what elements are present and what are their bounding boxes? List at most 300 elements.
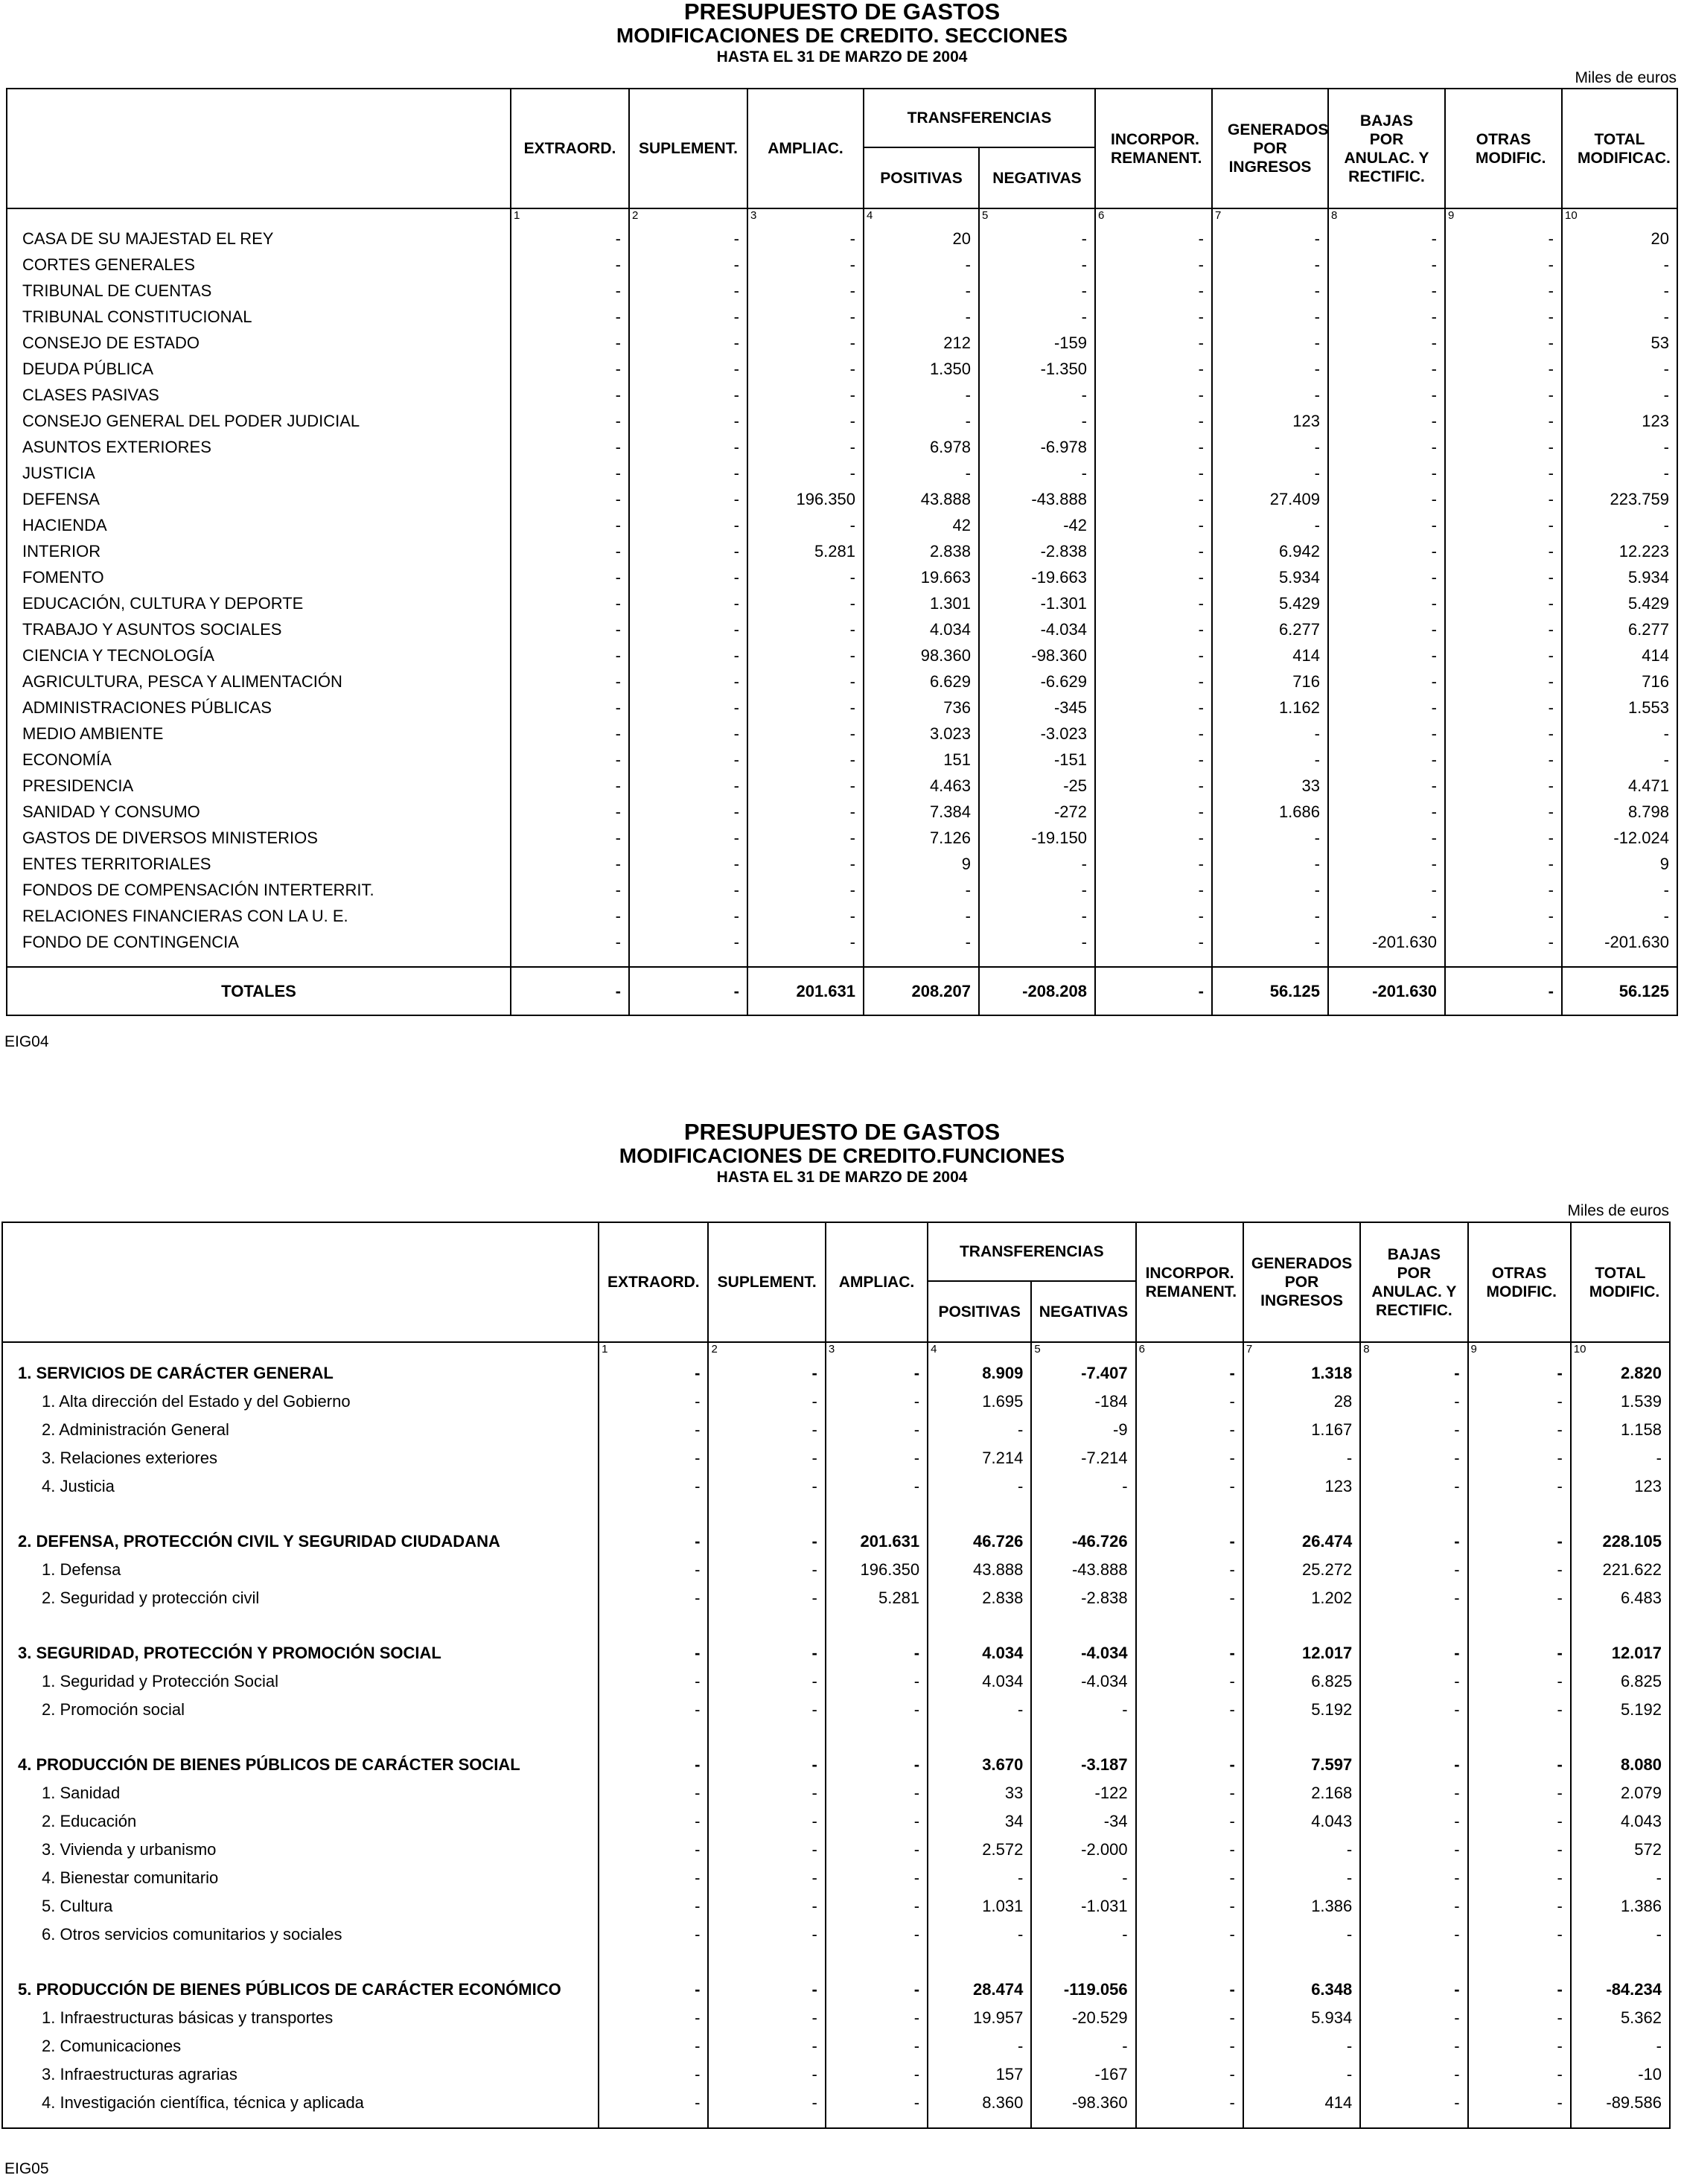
row-value: 42 [864,512,979,538]
row-value: - [747,278,864,304]
row-value: - [1328,851,1445,877]
s2-h-otras: OTRAS MODIFIC. [1468,1223,1571,1342]
row-value: - [1031,1472,1135,1501]
row-value: 736 [864,695,979,721]
row-value: 46.726 [928,1527,1031,1556]
row-value: - [1136,1359,1243,1388]
spacer-cell [1031,1501,1135,1527]
row-label: 2. Promoción social [42,1700,185,1719]
row-value: -3.187 [1031,1751,1135,1779]
row-label: FONDO DE CONTINGENCIA [22,932,239,951]
row-value: - [864,929,979,955]
row-value: 1.350 [864,356,979,382]
row-value: - [1445,616,1562,642]
row-value: - [1562,252,1677,278]
spacer-cell [3,1949,599,1976]
row-value: 2.838 [928,1584,1031,1612]
row-label: MEDIO AMBIENTE [22,724,164,743]
row-value: - [826,1444,928,1472]
row-value: - [1445,460,1562,486]
row-label: 5. PRODUCCIÓN DE BIENES PÚBLICOS DE CARÁCTER ECONÓMICO [18,1980,561,1999]
row-value: -201.630 [1328,967,1445,1015]
row-label: 4. Bienestar comunitario [42,1868,219,1887]
row-value: - [1328,486,1445,512]
row-value: - [599,1696,708,1724]
row-value: - [1445,590,1562,616]
table-row [7,382,1677,408]
row-value: - [708,1696,825,1724]
row-value: 1.539 [1571,1388,1669,1416]
row-value: 201.631 [826,1527,928,1556]
row-value: 20 [864,226,979,252]
row-value: - [1136,1892,1243,1920]
spacer-cell [1136,2117,1243,2127]
spacer-cell [1031,1612,1135,1639]
row-value: - [1562,356,1677,382]
spacer-cell [1468,1949,1571,1976]
spacer-cell [826,1501,928,1527]
table-row [7,408,1677,434]
spacer-cell [599,1612,708,1639]
row-value: - [599,1976,708,2004]
table-row [7,773,1677,799]
row-value: 6.483 [1571,1584,1669,1612]
row-value: - [1095,903,1212,929]
column-number: 2 [629,208,747,226]
row-value: - [1095,304,1212,330]
column-number: 8 [1328,208,1445,226]
spacer-cell [1360,1724,1467,1751]
row-value: - [1468,1696,1571,1724]
row-label: ECONOMÍA [22,750,112,769]
row-value: -122 [1031,1779,1135,1807]
row-value: - [511,278,629,304]
row-value: - [979,460,1095,486]
row-value: - [629,408,747,434]
row-value: - [826,2032,928,2060]
row-value: - [708,2032,825,2060]
row-value: -12.024 [1562,825,1677,851]
row-value: 201.631 [747,967,864,1015]
row-value: - [1136,2089,1243,2117]
row-value: - [511,330,629,356]
row-value: - [1360,1359,1467,1388]
column-number: 1 [511,208,629,226]
row-value: - [864,460,979,486]
s1-h-bajas: BAJAS POR ANULAC. Y RECTIFIC. [1328,89,1445,208]
spacer-cell [1243,1949,1360,1976]
table-row [7,929,1677,955]
row-value: -345 [979,695,1095,721]
row-value: - [629,512,747,538]
item-row [3,1836,1669,1864]
row-value: -10 [1571,2060,1669,2089]
row-label: ENTES TERRITORIALES [22,854,211,873]
row-value: - [1562,460,1677,486]
row-value: -9 [1031,1416,1135,1444]
row-label: 6. Otros servicios comunitarios y sociales [42,1925,342,1944]
row-value: - [747,903,864,929]
column-number: 8 [1360,1342,1467,1359]
row-value: - [826,1836,928,1864]
row-value: 8.909 [928,1359,1031,1388]
row-value: - [1031,1920,1135,1949]
row-value: - [708,1556,825,1584]
row-value: - [1360,1892,1467,1920]
row-value: -4.034 [979,616,1095,642]
table-row [7,486,1677,512]
row-value: - [864,877,979,903]
spacer-cell [1571,1501,1669,1527]
row-value: - [1328,252,1445,278]
column-number: 7 [1212,208,1328,226]
table-row [7,668,1677,695]
row-value: - [1445,382,1562,408]
table-row [7,877,1677,903]
row-value: - [511,825,629,851]
row-value: - [1468,1639,1571,1667]
row-value: - [826,1696,928,1724]
row-value: - [1136,1416,1243,1444]
row-value: - [599,1444,708,1472]
row-value: - [708,1892,825,1920]
row-value: - [1095,278,1212,304]
row-value: - [629,590,747,616]
row-value: - [1445,967,1562,1015]
row-value: 2.572 [928,1836,1031,1864]
row-value: - [1445,825,1562,851]
spacer-cell [599,1501,708,1527]
row-value: - [1212,721,1328,747]
section2-units: Miles de euros [1567,1202,1669,1219]
row-value: - [1445,851,1562,877]
row-value: - [1031,2032,1135,2060]
spacer-cell [826,1612,928,1639]
row-value: - [1360,1584,1467,1612]
row-value: - [1468,1779,1571,1807]
row-value: 4.034 [928,1639,1031,1667]
row-value: - [1468,2032,1571,2060]
row-value: - [979,903,1095,929]
row-value: - [1328,721,1445,747]
row-value: 123 [1243,1472,1360,1501]
section2-date: HASTA EL 31 DE MARZO DE 2004 [716,1169,968,1186]
row-value: - [1212,226,1328,252]
row-value: -151 [979,747,1095,773]
row-value: - [1445,773,1562,799]
row-label: HACIENDA [22,515,107,534]
row-value: - [1136,1696,1243,1724]
item-row [3,1584,1669,1612]
row-value: 1.202 [1243,1584,1360,1612]
row-value: - [826,1751,928,1779]
column-number: 1 [599,1342,708,1359]
row-label: 2. Comunicaciones [42,2037,182,2055]
row-value: - [599,1807,708,1836]
row-value: 4.471 [1562,773,1677,799]
table-row [7,590,1677,616]
row-value: - [1562,877,1677,903]
row-label: 2. DEFENSA, PROTECCIÓN CIVIL Y SEGURIDAD CIUDADANA [18,1532,500,1551]
row-value: - [629,929,747,955]
row-value: -42 [979,512,1095,538]
section1-date: HASTA EL 31 DE MARZO DE 2004 [716,48,968,66]
spacer-cell [1031,1949,1135,1976]
row-value: - [826,1639,928,1667]
row-value: - [1445,877,1562,903]
row-value: - [511,486,629,512]
column-number: 4 [928,1342,1031,1359]
row-value: - [599,2089,708,2117]
row-value: - [1328,668,1445,695]
row-value: - [599,1836,708,1864]
s2-h-negativas: NEGATIVAS [1031,1281,1135,1342]
row-value: - [708,2060,825,2089]
section1-title-block [0,0,1684,67]
row-value: -98.360 [1031,2089,1135,2117]
row-value: - [1360,1667,1467,1696]
row-value: - [629,721,747,747]
row-value: 20 [1562,226,1677,252]
row-value: - [1136,1639,1243,1667]
item-row [3,1444,1669,1472]
row-value: - [747,721,864,747]
row-value: - [1562,747,1677,773]
row-value: - [511,226,629,252]
row-value: - [864,304,979,330]
row-value: - [1212,929,1328,955]
row-value: - [1445,747,1562,773]
row-value: - [511,668,629,695]
row-value: - [629,877,747,903]
row-value: - [1445,434,1562,460]
row-value: 4.463 [864,773,979,799]
table-row [7,252,1677,278]
spacer-cell [708,1612,825,1639]
row-value: - [599,1667,708,1696]
row-value: - [511,747,629,773]
row-value: -159 [979,330,1095,356]
row-value: - [599,1639,708,1667]
row-value: - [511,877,629,903]
row-value: -4.034 [1031,1667,1135,1696]
row-value: - [1360,1696,1467,1724]
row-value: 2.168 [1243,1779,1360,1807]
row-label: 1. Alta dirección del Estado y del Gobierno [42,1392,351,1411]
row-value: - [629,226,747,252]
row-value: - [1328,773,1445,799]
row-value: - [747,330,864,356]
row-value: -43.888 [979,486,1095,512]
spacer-cell [1360,2117,1467,2127]
row-value: 5.934 [1562,564,1677,590]
row-value: - [1212,356,1328,382]
row-value: - [1445,538,1562,564]
row-value: - [1562,382,1677,408]
row-value: - [599,1472,708,1501]
row-value: - [1095,799,1212,825]
row-value: - [826,1892,928,1920]
row-value: - [708,2004,825,2032]
row-value: - [1136,2004,1243,2032]
row-value: - [708,1416,825,1444]
row-value: - [826,1779,928,1807]
row-value: - [511,512,629,538]
row-value: - [599,1864,708,1892]
row-value: 56.125 [1212,967,1328,1015]
row-value: - [1212,330,1328,356]
row-value: -2.000 [1031,1836,1135,1864]
row-value: 4.034 [928,1667,1031,1696]
spacer-cell [826,2117,928,2127]
table-row [7,695,1677,721]
row-value: 19.663 [864,564,979,590]
spacer-cell [1243,1724,1360,1751]
row-value: - [1243,1836,1360,1864]
row-value: 19.957 [928,2004,1031,2032]
row-value: -25 [979,773,1095,799]
row-value: - [747,460,864,486]
row-label: CONSEJO GENERAL DEL PODER JUDICIAL [22,411,360,430]
row-value: - [1468,1892,1571,1920]
row-value: - [1136,1388,1243,1416]
spacer-cell [928,1501,1031,1527]
spacer-cell [1360,1501,1467,1527]
row-value: - [1571,1444,1669,1472]
row-value: - [1562,278,1677,304]
row-value: 7.214 [928,1444,1031,1472]
row-value: -2.838 [979,538,1095,564]
row-value: - [1095,538,1212,564]
row-value: - [979,877,1095,903]
column-number: 9 [1468,1342,1571,1359]
row-value: - [511,929,629,955]
spacer-cell [928,1724,1031,1751]
row-value: - [1360,1779,1467,1807]
row-label: 2. Educación [42,1812,137,1830]
row-value: 1.031 [928,1892,1031,1920]
row-value: - [1095,486,1212,512]
spacer-cell [599,1724,708,1751]
row-value: - [747,382,864,408]
row-value: - [1136,1779,1243,1807]
row-value: - [864,278,979,304]
row-value: - [708,1807,825,1836]
row-value: - [1360,2060,1467,2089]
spacer-row [3,1612,1669,1639]
table-row [7,721,1677,747]
row-value: - [1468,1556,1571,1584]
spacer-cell [1136,1612,1243,1639]
row-value: - [1468,1836,1571,1864]
row-value: - [1328,512,1445,538]
row-label: EDUCACIÓN, CULTURA Y DEPORTE [22,593,304,613]
row-value: -1.031 [1031,1892,1135,1920]
group-row [3,1639,1669,1667]
row-value: - [1212,460,1328,486]
row-value: - [1328,356,1445,382]
row-value: - [1468,1667,1571,1696]
row-value: - [599,2060,708,2089]
s2-h-total: TOTAL MODIFIC. [1571,1223,1669,1342]
row-value: - [928,1696,1031,1724]
row-value: - [747,252,864,278]
row-value: 33 [928,1779,1031,1807]
row-value: -46.726 [1031,1527,1135,1556]
row-value: - [511,721,629,747]
row-value: - [1328,903,1445,929]
column-number: 9 [1445,208,1562,226]
row-value: - [511,616,629,642]
row-value: 1.553 [1562,695,1677,721]
row-value: - [1360,2032,1467,2060]
row-value: - [511,538,629,564]
row-value: - [1445,408,1562,434]
table-row [7,538,1677,564]
row-value: - [747,434,864,460]
s1-h-transferencias: TRANSFERENCIAS [864,89,1095,147]
s2-h-extraord: EXTRAORD. [599,1223,708,1342]
row-value: - [1571,1864,1669,1892]
s1-h-extraord: EXTRAORD. [511,89,629,208]
row-label: CONSEJO DE ESTADO [22,333,200,352]
row-value: -84.234 [1571,1976,1669,2004]
row-value: - [708,1359,825,1388]
row-value: - [1095,434,1212,460]
row-value: -4.034 [1031,1639,1135,1667]
row-value: - [1328,330,1445,356]
row-value: -2.838 [1031,1584,1135,1612]
row-value: 123 [1571,1472,1669,1501]
item-row [3,1472,1669,1501]
row-value: 228.105 [1571,1527,1669,1556]
row-value: - [1360,1527,1467,1556]
row-value: - [1136,1584,1243,1612]
row-value: 414 [1243,2089,1360,2117]
row-value: - [511,773,629,799]
row-value: - [979,304,1095,330]
row-value: - [826,2004,928,2032]
spacer-cell [1468,2117,1571,2127]
table-row [7,747,1677,773]
row-value: -89.586 [1571,2089,1669,2117]
row-label: TRIBUNAL CONSTITUCIONAL [22,307,252,326]
table-row [7,903,1677,929]
row-value: - [511,564,629,590]
table-row [7,642,1677,668]
row-value: 157 [928,2060,1031,2089]
row-value: - [1328,226,1445,252]
row-value: 6.629 [864,668,979,695]
row-label: 1. Defensa [42,1560,121,1579]
row-value: - [747,773,864,799]
row-value: - [747,226,864,252]
row-label: GASTOS DE DIVERSOS MINISTERIOS [22,828,318,847]
row-value: - [1136,1807,1243,1836]
row-value: - [1360,1751,1467,1779]
row-value: - [747,304,864,330]
row-value: 9 [864,851,979,877]
row-value: - [928,1416,1031,1444]
spacer-cell [1136,1724,1243,1751]
row-value: - [1328,590,1445,616]
row-value: - [747,799,864,825]
s2-h-positivas: POSITIVAS [928,1281,1031,1342]
row-value: - [708,1472,825,1501]
row-value: 1.158 [1571,1416,1669,1444]
table-row [7,460,1677,486]
row-value: - [1445,929,1562,955]
